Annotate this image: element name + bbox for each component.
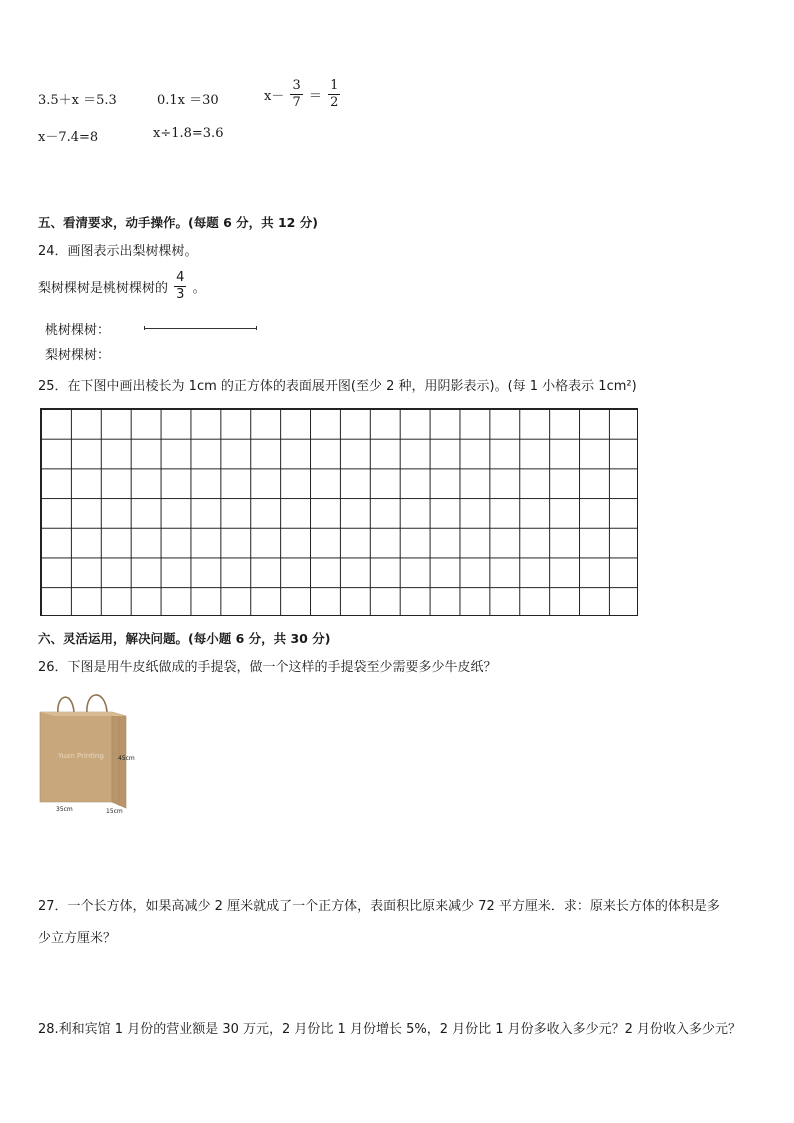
fraction-denominator: 2 [330, 95, 339, 110]
equation-5: x÷1.8=3.6 [153, 126, 224, 141]
bag-top-rim [40, 712, 126, 716]
equation-3-prefix: x－ [264, 89, 285, 104]
peach-tree-label: 桃树棵树： [45, 323, 111, 338]
question-24-label: 24．画图表示出梨树棵树。 [38, 244, 198, 259]
pear-tree-label: 梨树棵树： [45, 348, 111, 363]
bag-depth-label: 15cm [106, 808, 123, 815]
bag-handle-right [87, 695, 107, 714]
fraction-4-3 [174, 270, 186, 303]
sentence-end: 。 [192, 281, 206, 296]
question-24-sentence [38, 270, 206, 303]
equation-3 [264, 78, 342, 111]
question-25-label: 25．在下图中画出棱长为 1cm 的正方体的表面展开图(至少 2 种，用阴影表示)。(每 1 小格表示 1cm²) [38, 379, 637, 394]
equation-2: 0.1x ＝30 [157, 93, 219, 108]
fraction-denominator: 7 [292, 95, 301, 110]
question-28-label: 28.利和宾馆 1 月份的营业额是 30 万元，2 月份比 1 月份增长 5%，2 月份比 1 月份多收入多少元？2 月份收入多少元？ [38, 1022, 742, 1037]
equation-4: x－7.4=8 [38, 130, 99, 145]
fraction-3-7 [290, 78, 302, 111]
square-grid[interactable] [40, 408, 638, 616]
question-27-line-1: 27．一个长方体，如果高减少 2 厘米就成了一个正方体，表面积比原来减少 72 平方厘米．求：原来长方体的体积是多 [38, 899, 720, 914]
fraction-numerator: 3 [292, 78, 301, 93]
fraction-numerator: 4 [176, 270, 185, 285]
bag-handle-left [58, 697, 74, 714]
question-26-label: 26．下图是用牛皮纸做成的手提袋，做一个这样的手提袋至少需要多少牛皮纸？ [38, 660, 497, 675]
paper-bag-image [30, 686, 145, 816]
section-5-title: 五、看清要求，动手操作。(每题 6 分，共 12 分) [38, 215, 318, 230]
equation-1: 3.5＋x ＝5.3 [38, 93, 117, 108]
section-6-title: 六、灵活运用，解决问题。(每小题 6 分，共 30 分) [38, 631, 331, 646]
fraction-1-2 [328, 78, 340, 111]
sentence-text: 梨树棵树是桃树棵树的 [38, 281, 169, 296]
bag-height-label: 45cm [118, 755, 135, 762]
fraction-numerator: 1 [330, 78, 339, 93]
bag-watermark: Yuan Printing [58, 752, 104, 760]
bag-width-label: 35cm [56, 806, 73, 813]
question-27-line-2: 少立方厘米？ [38, 931, 117, 946]
equals-sign: ＝ [308, 89, 322, 104]
fraction-denominator: 3 [176, 287, 185, 302]
peach-tree-segment [144, 328, 257, 329]
